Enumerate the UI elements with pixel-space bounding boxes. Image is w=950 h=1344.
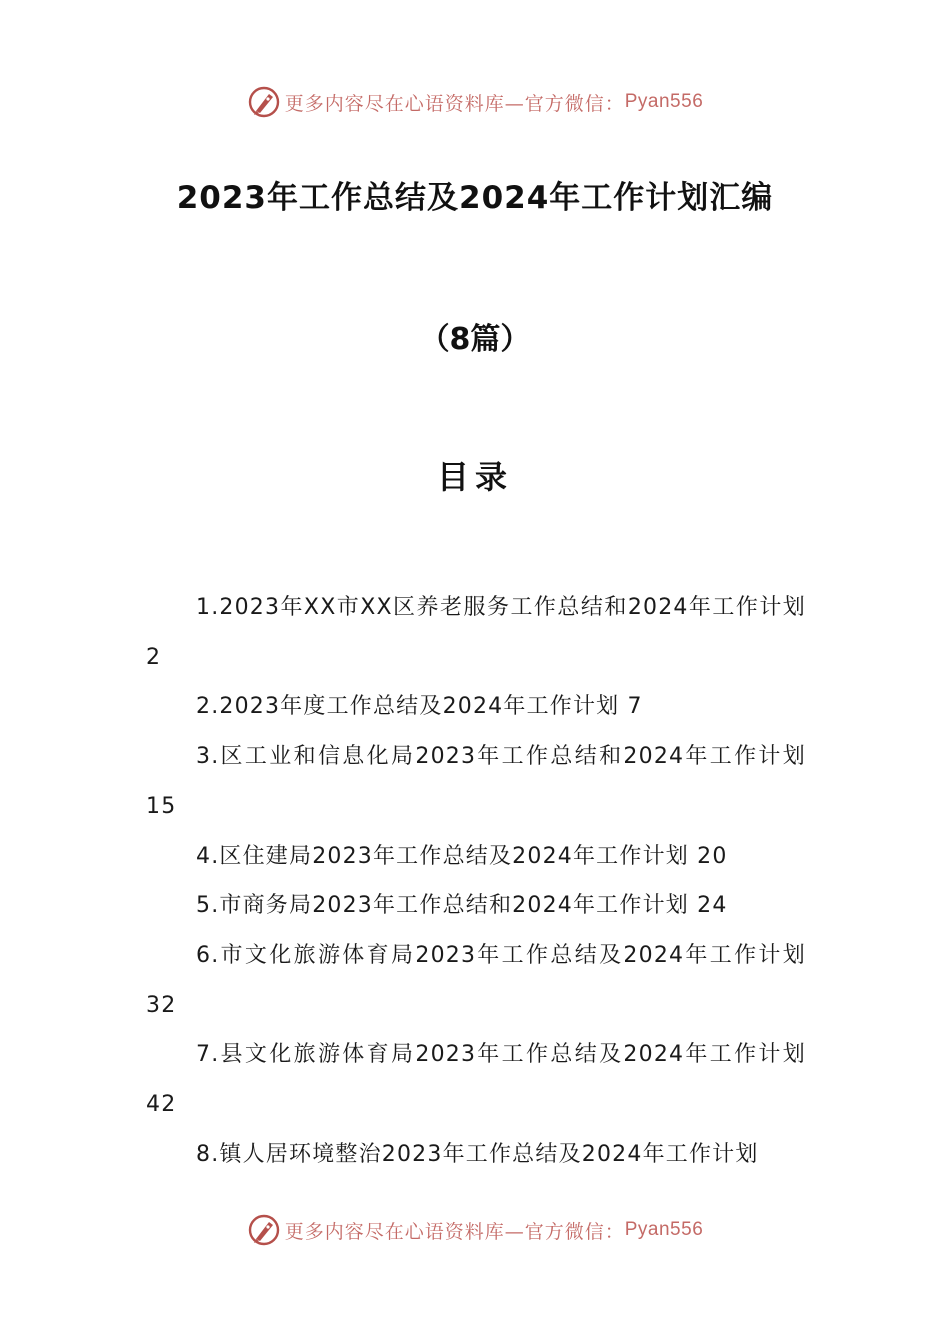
toc-item-8[interactable]: 8.镇人居环境整治2023年工作总结及2024年工作计划 [196,1141,759,1167]
document-subtitle: （8篇） [419,322,531,357]
toc-item-5[interactable]: 5.市商务局2023年工作总结和2024年工作计划 24 [196,893,728,919]
toc-item-3[interactable]: 3.区工业和信息化局2023年工作总结和2024年工作计划 15 [146,744,806,819]
banner-text: 更多内容尽在心语资料库—官方微信： [284,92,625,115]
toc-item-4[interactable]: 4.区住建局2023年工作总结及2024年工作计划 20 [196,843,728,869]
pen-nib-icon [247,85,281,119]
toc-item-2[interactable]: 2.2023年度工作总结及2024年工作计划 7 [196,694,643,720]
toc-item-7[interactable]: 7.县文化旅游体育局2023年工作总结及2024年工作计划 42 [146,1042,806,1118]
footer-banner [0,1210,950,1250]
banner-text: 更多内容尽在心语资料库—官方微信： [284,1220,625,1243]
toc-heading: 目录 [436,458,513,496]
toc-item-1[interactable]: 1.2023年XX市XX区养老服务工作总结和2024年工作计划 2 [146,595,806,670]
toc-item-6[interactable]: 6.市文化旅游体育局2023年工作总结及2024年工作计划 32 [146,942,806,1018]
banner-wechat-id: Pyan556 [624,91,704,112]
header-banner [0,82,950,122]
pen-nib-icon [247,1213,281,1247]
banner-wechat-id: Pyan556 [624,1219,704,1240]
table-of-contents [146,583,806,1179]
document-title: 2023年工作总结及2024年工作计划汇编 [176,180,774,216]
